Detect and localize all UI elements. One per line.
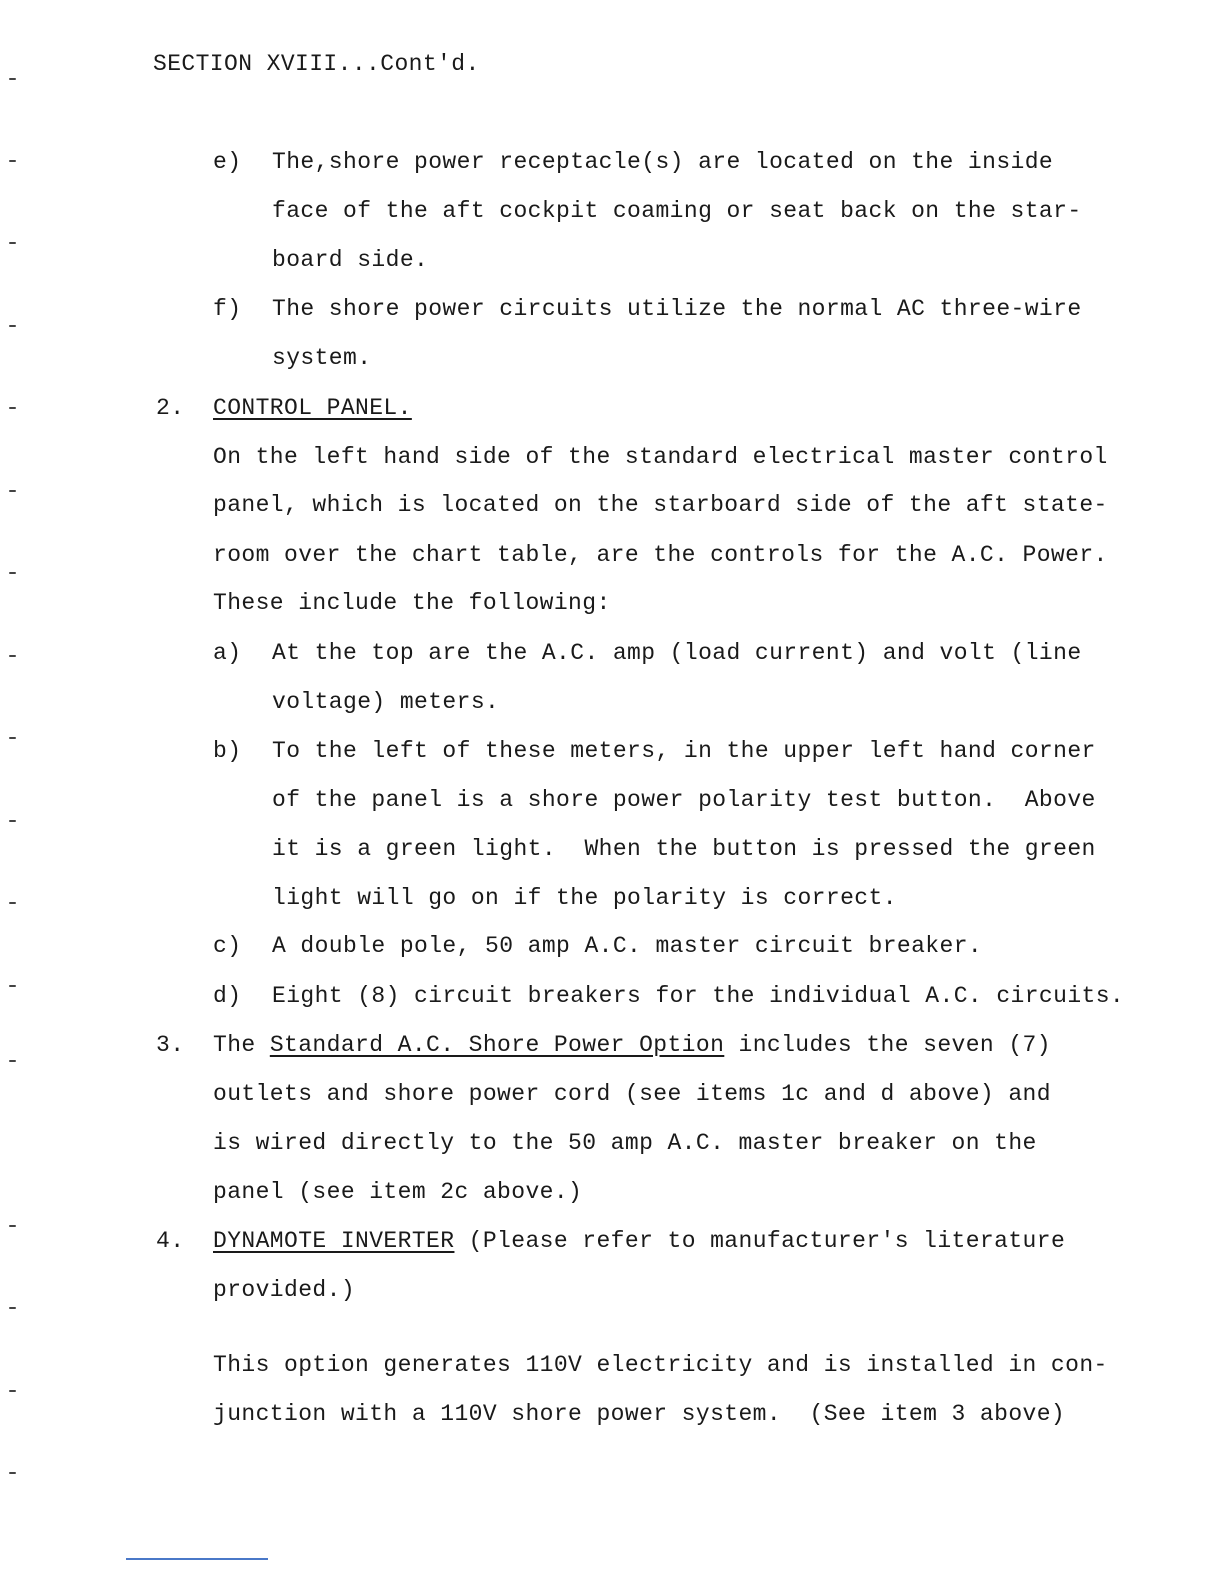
footnote-rule	[126, 1558, 268, 1560]
scan-speck	[9, 78, 16, 80]
section-3-line-3: is wired directly to the 50 amp A.C. master breaker on the	[213, 1130, 1037, 1156]
section-4-number: 4.	[156, 1228, 185, 1254]
item-a-line-2: voltage) meters.	[272, 689, 500, 715]
scan-speck	[9, 737, 16, 739]
item-a-line-1: At the top are the A.C. amp (load current) and volt (line	[272, 640, 1082, 666]
section-3-post: includes the seven (7)	[724, 1032, 1051, 1058]
item-f-line-1: The shore power circuits utilize the normal AC three-wire	[272, 296, 1082, 322]
item-label-d: d)	[213, 983, 242, 1009]
item-label-a: a)	[213, 640, 242, 666]
scan-speck	[9, 1060, 16, 1062]
section-4-title: DYNAMOTE INVERTER	[213, 1228, 455, 1254]
scan-speck	[9, 1307, 16, 1309]
item-label-c: c)	[213, 933, 242, 959]
scan-speck	[9, 902, 16, 904]
item-b-line-3: it is a green light. When the button is pressed the green	[272, 836, 1096, 862]
section-4-paragraph-1: This option generates 110V electricity and is installed in con-	[213, 1352, 1108, 1378]
scan-speck	[9, 820, 16, 822]
scan-speck	[9, 1225, 16, 1227]
section-3-pre: The	[213, 1032, 270, 1058]
section-4-post: (Please refer to manufacturer's literature	[454, 1228, 1066, 1254]
section-2-intro-2: panel, which is located on the starboard side of the aft state-	[213, 492, 1108, 518]
scan-speck	[9, 407, 16, 409]
section-4-line-1	[213, 1227, 1065, 1255]
item-b-line-2: of the panel is a shore power polarity test button. Above	[272, 787, 1096, 813]
scan-speck	[9, 985, 16, 987]
item-e-line-2: face of the aft cockpit coaming or seat back on the star-	[272, 198, 1082, 224]
scan-speck	[9, 242, 16, 244]
section-2-intro-1: On the left hand side of the standard electrical master control	[213, 444, 1108, 470]
item-d-line-1: Eight (8) circuit breakers for the individual A.C. circuits.	[272, 983, 1125, 1009]
scan-speck	[9, 1390, 16, 1392]
item-c-line-1: A double pole, 50 amp A.C. master circuit breaker.	[272, 933, 983, 959]
section-2-intro-4: These include the following:	[213, 590, 611, 616]
item-b-line-1: To the left of these meters, in the upper left hand corner	[272, 738, 1096, 764]
item-label-e: e)	[213, 149, 242, 175]
item-e-line-3: board side.	[272, 247, 429, 273]
section-2-intro-3: room over the chart table, are the controls for the A.C. Power.	[213, 542, 1108, 568]
scan-speck	[9, 160, 16, 162]
section-header: SECTION XVIII...Cont'd.	[153, 51, 480, 77]
item-f-line-2: system.	[272, 345, 372, 371]
section-3-number: 3.	[156, 1032, 185, 1058]
item-label-f: f)	[213, 296, 242, 322]
section-4-paragraph-2: junction with a 110V shore power system. (See item 3 above)	[213, 1401, 1066, 1427]
scan-speck	[9, 325, 16, 327]
scan-speck	[9, 572, 16, 574]
section-3-option-title: Standard A.C. Shore Power Option	[269, 1032, 725, 1058]
scan-speck	[9, 655, 16, 657]
section-3-line-2: outlets and shore power cord (see items 1c and d above) and	[213, 1081, 1051, 1107]
section-2-title: CONTROL PANEL.	[213, 395, 412, 421]
section-4-line-2: provided.)	[213, 1277, 356, 1303]
section-2-number: 2.	[156, 395, 185, 421]
item-e-line-1: The,shore power receptacle(s) are located on the inside	[272, 149, 1054, 175]
section-3-line-4: panel (see item 2c above.)	[213, 1179, 583, 1205]
scan-speck	[9, 1472, 16, 1474]
scan-speck	[9, 490, 16, 492]
section-3-line-1	[213, 1031, 1051, 1059]
item-b-line-4: light will go on if the polarity is correct.	[272, 885, 897, 911]
item-label-b: b)	[213, 738, 242, 764]
